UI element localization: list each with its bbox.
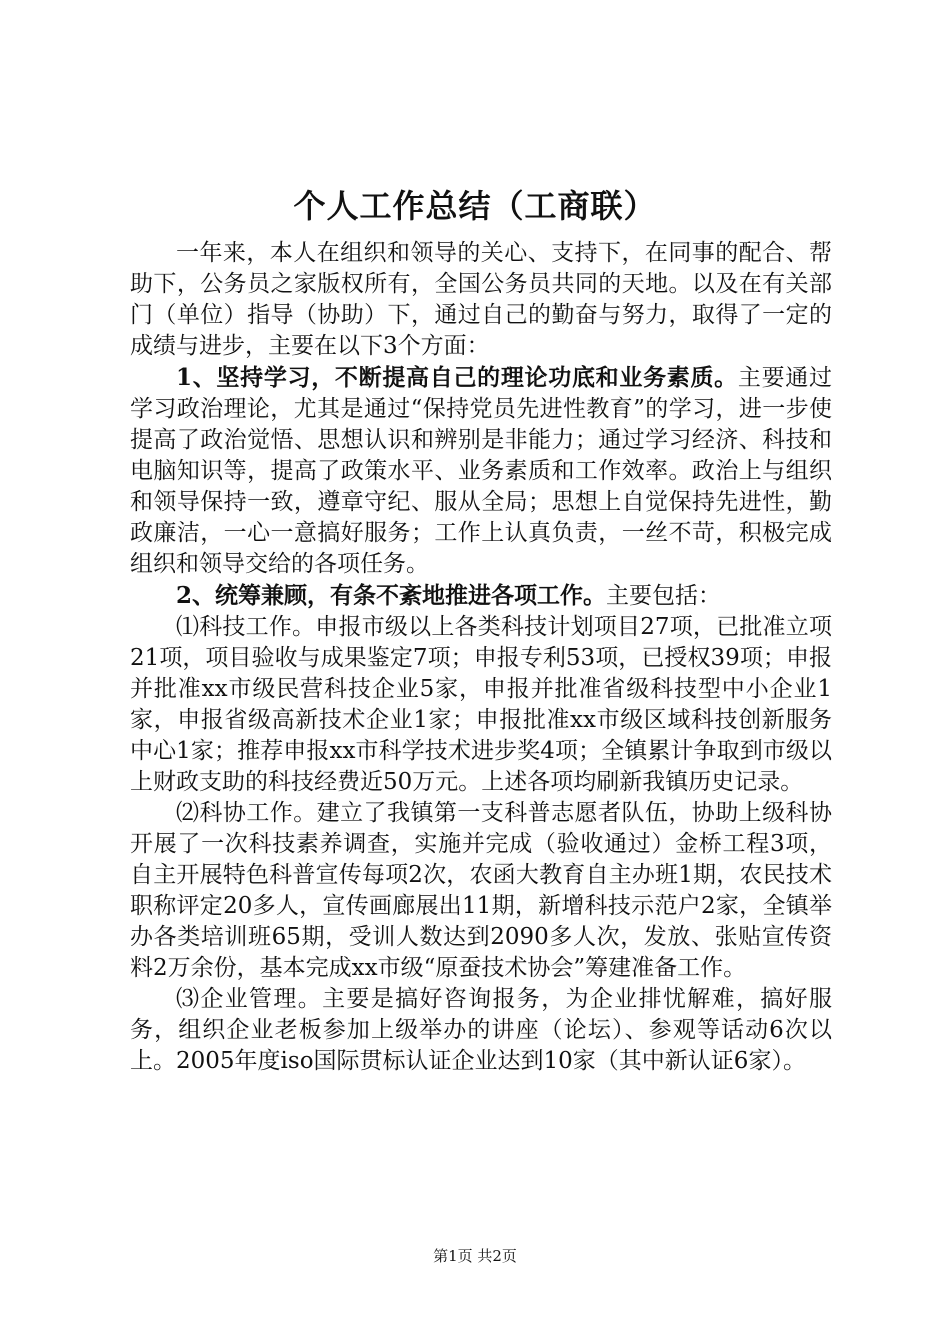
intro-paragraph: 一年来，本人在组织和领导的关心、支持下，在同事的配合、帮助下，公务员之家版权所有，全国公务员共同的天地。以及在有关部门（单位）指导（协助）下，通过自己的勤奋与努力，取得了一定的成绩与进步，主要在以下3个方面： [130,240,832,359]
page-footer: 第1页 共2页 [433,1247,517,1265]
section-2-text: 主要包括： [606,583,722,609]
section-2-heading: 2、统筹兼顾，有条不紊地推进各项工作。 [176,582,607,609]
item-3-paragraph: ⑶企业管理。主要是搞好咨询报务，为企业排忧解难，搞好服务，组织企业老板参加上级举办的讲座（论坛）、参观等话动6次以上。2005年度iso国际贯标认证企业达到10家（其中新认证6家）。 [130,986,832,1074]
item-2-paragraph: ⑵科协工作。建立了我镇第一支科普志愿者队伍，协助上级科协开展了一次科技素养调查，实施并完成（验收通过）金桥工程3项，自主开展特色科普宣传每项2次，农函大教育自主办班1期，农民技术职称评定20多人，宣传画廊展出11期，新增科技示范户2家，全镇举办各类培训班65期，受训人数达到2090多人次，发放、张贴宣传资料2万余份，基本完成xx市级“原蚕技术协会”筹建准备工作。 [130,800,832,981]
section-2-paragraph [130,580,832,612]
document-body [130,238,832,1077]
section-1-text: 主要通过学习政治理论，尤其是通过“保持党员先进性教育”的学习，进一步使提高了政治觉悟、思想认识和辨别是非能力；通过学习经济、科技和电脑知识等，提高了政策水平、业务素质和工作效率。政治上与组织和领导保持一致，遵章守纪、服从全局；思想上自觉保持先进性，勤政廉洁，一心一意搞好服务；工作上认真负责，一丝不苛，积极完成组织和领导交给的各项任务。 [130,365,832,577]
section-1-heading: 1、坚持学习，不断提高自己的理论功底和业务素质。 [176,364,738,391]
item-1-paragraph: ⑴科技工作。申报市级以上各类科技计划项目27项，已批准立项21项，项目验收与成果鉴定7项；申报专利53项，已授权39项；申报并批准xx市级民营科技企业5家，申报并批准省级科技型中小企业1家，申报省级高新技术企业1家；申报批准xx市级区域科技创新服务中心1家；推荐申报xx市科学技术进步奖4项；全镇累计争取到市级以上财政支助的科技经费近50万元。上述各项均刷新我镇历史记录。 [130,614,832,795]
section-1-paragraph [130,362,832,580]
document-title: 个人工作总结（工商联） [293,187,657,225]
